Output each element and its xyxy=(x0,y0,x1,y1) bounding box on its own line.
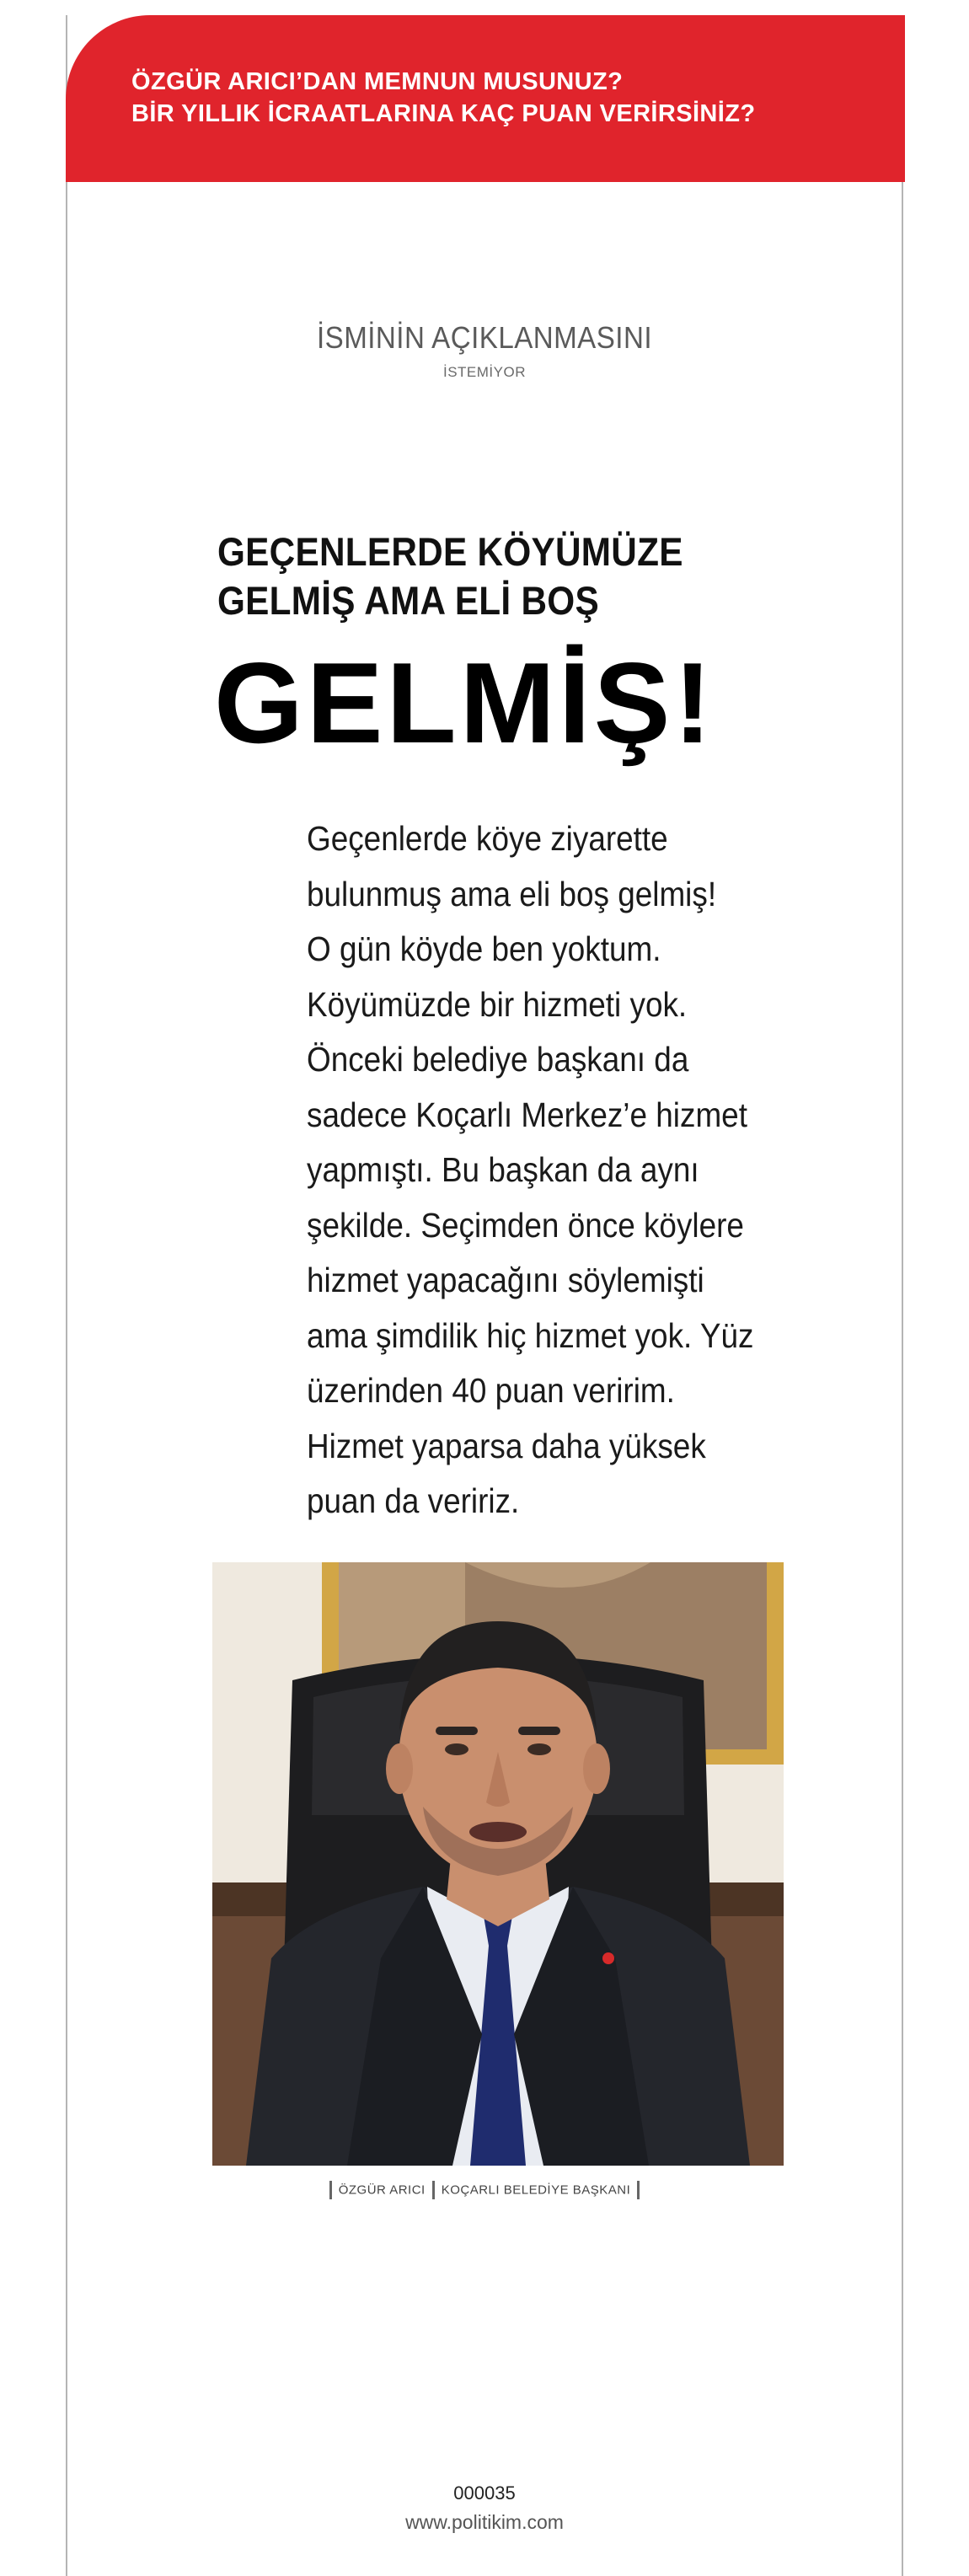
quote-line: üzerinden 40 puan veririm. xyxy=(307,1371,675,1410)
photo-caption xyxy=(67,2181,902,2199)
headline-line-1: GEÇENLERDE KÖYÜMÜZE xyxy=(217,529,683,574)
question-banner xyxy=(66,15,905,182)
banner-line-1: ÖZGÜR ARICI’DAN MEMNUN MUSUNUZ? xyxy=(131,68,624,95)
article-card xyxy=(66,15,903,2576)
quote-line: Önceki belediye başkanı da xyxy=(307,1040,689,1079)
quote-line: sadece Koçarlı Merkez’e hizmet xyxy=(307,1095,747,1134)
caption-divider xyxy=(329,2181,332,2199)
banner-line-2: BİR YILLIK İCRAATLARINA KAÇ PUAN VERİRSİNİZ? xyxy=(131,100,756,127)
quote-body xyxy=(307,811,777,1529)
quote-line: hizmet yapacağını söylemişti xyxy=(307,1261,704,1299)
site-url: www.politikim.com xyxy=(405,2511,564,2533)
headline-main: GELMİŞ! xyxy=(214,639,715,767)
quote-line: Köyümüzde bir hizmeti yok. xyxy=(307,984,688,1024)
mayor-portrait-photo xyxy=(212,1562,784,2166)
quote-line: ama şimdilik hiç hizmet yok. Yüz xyxy=(307,1315,754,1355)
quote-line: Geçenlerde köye ziyarette xyxy=(307,819,668,858)
caption-title: KOÇARLI BELEDİYE BAŞKANI xyxy=(441,2182,631,2198)
quote-line: bulunmuş ama eli boş gelmiş! xyxy=(307,874,717,913)
quote-line: puan da veririz. xyxy=(307,1481,520,1520)
quote-line: O gün köyde ben yoktum. xyxy=(307,929,661,968)
respondent-name: İSMİNİN AÇIKLANMASINI xyxy=(317,320,652,355)
portrait-illustration xyxy=(212,1562,784,2166)
respondent-note: İSTEMİYOR xyxy=(442,364,526,380)
caption-divider xyxy=(432,2181,435,2199)
headline-line-2: GELMİŞ AMA ELİ BOŞ xyxy=(217,578,599,623)
quote-line: yapmıştı. Bu başkan da aynı xyxy=(307,1150,699,1189)
caption-divider xyxy=(637,2181,640,2199)
page-code: 000035 xyxy=(453,2482,516,2504)
quote-line: Hizmet yaparsa daha yüksek xyxy=(307,1426,706,1465)
quote-line: şekilde. Seçimden önce köylere xyxy=(307,1205,744,1245)
headline-kicker xyxy=(217,528,683,625)
caption-name: ÖZGÜR ARICI xyxy=(338,2182,426,2198)
